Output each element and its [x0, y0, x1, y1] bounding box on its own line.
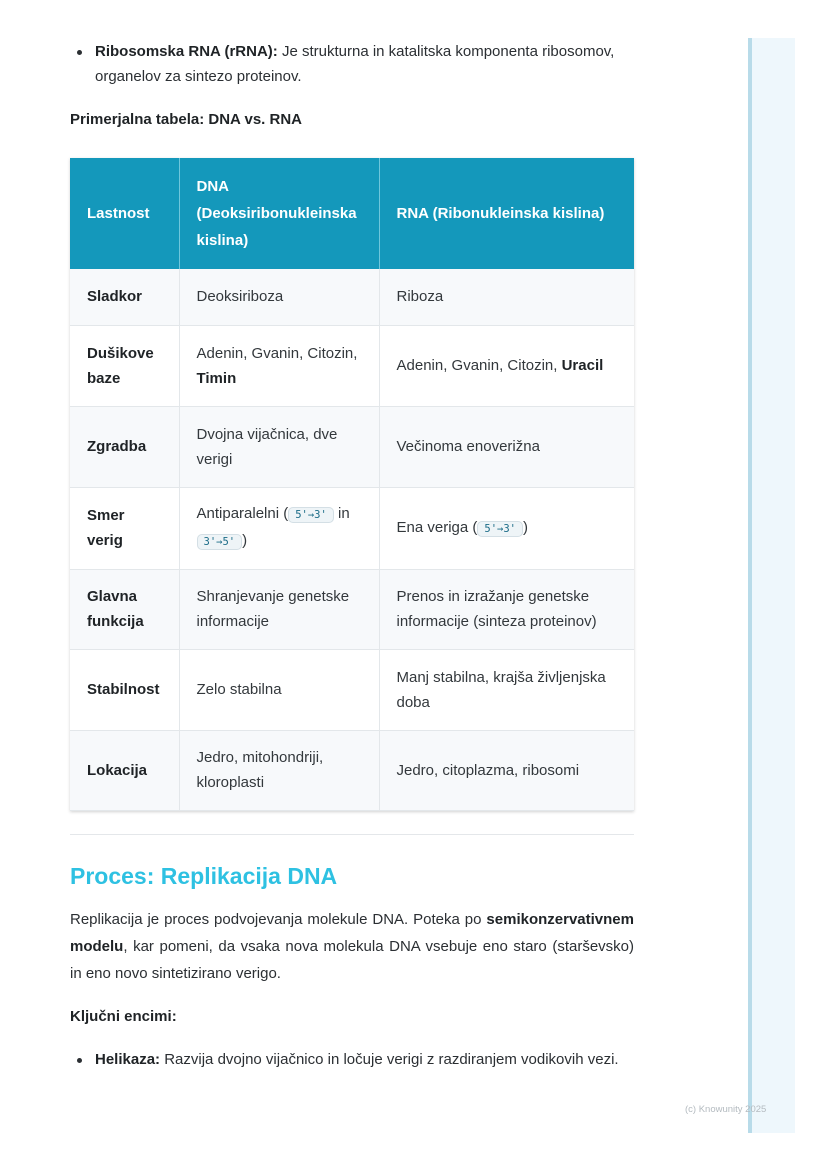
table-cell: Ena veriga ( 5'→3' )	[379, 487, 634, 569]
table-cell: Deoksiriboza	[179, 269, 379, 325]
list-item: Ribosomska RNA (rRNA): Je strukturna in katalitska komponenta ribosomov, organelov za sintezo proteinov.	[70, 39, 634, 89]
table-cell: Jedro, mitohondriji, kloroplasti	[179, 730, 379, 810]
comparison-table	[70, 158, 634, 811]
table-row	[70, 487, 634, 569]
table-cell: Manj stabilna, krajša življenjska doba	[379, 649, 634, 730]
column-header: Lastnost	[70, 158, 179, 269]
table-row	[70, 406, 634, 487]
table-cell: Stabilnost	[70, 649, 179, 730]
table-cell: Shranjevanje genetske informacije	[179, 569, 379, 649]
table-cell: Zelo stabilna	[179, 649, 379, 730]
table-cell: Dvojna vijačnica, dve verigi	[179, 406, 379, 487]
table-cell: Adenin, Gvanin, Citozin, Uracil	[379, 325, 634, 406]
table-row	[70, 730, 634, 810]
table-cell: Glavna funkcija	[70, 569, 179, 649]
table-cell: Adenin, Gvanin, Citozin, Timin	[179, 325, 379, 406]
copyright-footer: (c) Knowunity 2025	[685, 1104, 767, 1115]
table-row	[70, 649, 634, 730]
table-caption: Primerjalna tabela: DNA vs. RNA	[70, 111, 303, 128]
table-row	[70, 569, 634, 649]
table-cell: Lokacija	[70, 730, 179, 810]
table-cell: Zgradba	[70, 406, 179, 487]
enzymes-list	[70, 1047, 634, 1072]
table-cell: Sladkor	[70, 269, 179, 325]
table-cell: Dušikove baze	[70, 325, 179, 406]
side-panel	[748, 38, 795, 1133]
table-cell: Prenos in izražanje genetske informacije (sinteza proteinov)	[379, 569, 634, 649]
table-cell: Smer verig	[70, 487, 179, 569]
list-item: Helikaza: Razvija dvojno vijačnico in ločuje verigi z razdiranjem vodikovih vezi.	[70, 1047, 634, 1072]
table-row	[70, 325, 634, 406]
table-cell: Večinoma enoverižna	[379, 406, 634, 487]
column-header: RNA (Ribonukleinska kislina)	[379, 158, 634, 269]
enzymes-heading: Ključni encimi:	[70, 1008, 177, 1025]
section-paragraph: Replikacija je proces podvojevanja molekule DNA. Poteka po semikonzervativnem modelu, kar pomeni, da vsaka nova molekula DNA vsebuje eno staro (starševsko) in eno novo sintetizirano verigo.	[70, 911, 634, 982]
rna-types-list	[70, 39, 634, 89]
table-cell: Riboza	[379, 269, 634, 325]
table-cell: Jedro, citoplazma, ribosomi	[379, 730, 634, 810]
table-row	[70, 269, 634, 325]
code-chip: 5'→3'	[477, 521, 523, 537]
table-cell: Antiparalelni ( 5'→3' in 3'→5' )	[179, 487, 379, 569]
section-divider	[70, 834, 634, 835]
table-header-row	[70, 158, 634, 269]
code-chip: 5'→3'	[288, 507, 334, 523]
code-chip: 3'→5'	[197, 534, 243, 550]
column-header: DNA (Deoksiribonukleinska kislina)	[179, 158, 379, 269]
section-heading: Proces: Replikacija DNA	[70, 863, 338, 889]
